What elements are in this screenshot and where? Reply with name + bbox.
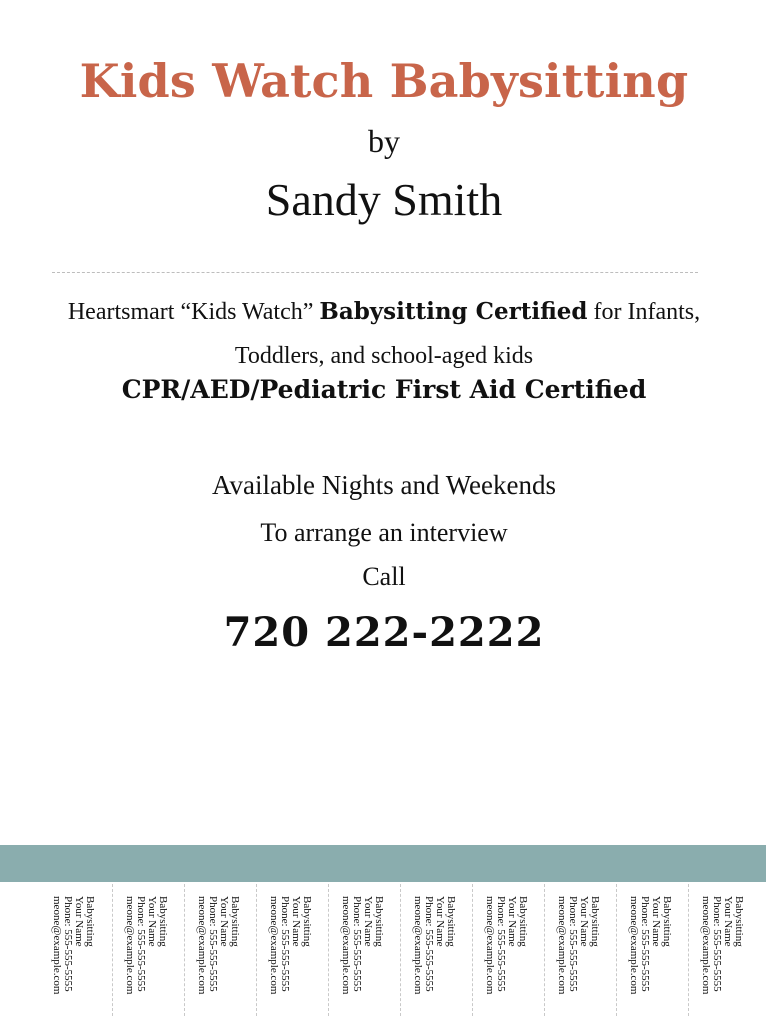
tab-service: Babysitting (301, 896, 313, 947)
tear-off-band (0, 845, 766, 882)
tab-phone: Phone: 555-555-5555 (711, 896, 723, 992)
author-name: Sandy Smith (265, 174, 503, 225)
tab-name: Your Name (434, 896, 446, 947)
tab-email: meone@example.com (628, 896, 640, 995)
tab-service: Babysitting (661, 896, 673, 947)
tab-name: Your Name (146, 896, 158, 947)
tab-email: meone@example.com (556, 896, 568, 995)
tear-tab[interactable] (184, 884, 255, 1016)
cert-line-2: Toddlers, and school-aged kids (234, 343, 534, 369)
tear-tab[interactable] (544, 884, 615, 1016)
tab-email: meone@example.com (51, 896, 63, 995)
tab-phone: Phone: 555-555-5555 (567, 896, 579, 992)
tab-email: meone@example.com (124, 896, 136, 995)
tab-name: Your Name (650, 896, 662, 947)
tear-tab[interactable] (256, 884, 327, 1016)
tab-name: Your Name (578, 896, 590, 947)
tear-tab[interactable] (472, 884, 543, 1016)
tab-email: meone@example.com (412, 896, 424, 995)
tab-service: Babysitting (517, 896, 529, 947)
tear-tab[interactable] (688, 884, 759, 1016)
call-text: Call (362, 562, 406, 591)
tab-email: meone@example.com (700, 896, 712, 995)
tab-phone: Phone: 555-555-5555 (423, 896, 435, 992)
tab-phone: Phone: 555-555-5555 (279, 896, 291, 992)
tear-tab[interactable] (616, 884, 687, 1016)
availability-text: Available Nights and Weekends (212, 470, 556, 500)
cert-line-1-post: for Infants, (587, 299, 701, 325)
tab-email: meone@example.com (196, 896, 208, 995)
cert-line-1-bold: Babysitting Certified (319, 298, 588, 325)
tab-email: meone@example.com (268, 896, 280, 995)
tab-service: Babysitting (157, 896, 169, 947)
tab-name: Your Name (73, 896, 85, 947)
cpr-certification: CPR/AED/Pediatric First Aid Certified (121, 375, 647, 404)
flyer-title: Kids Watch Babysitting (79, 54, 689, 108)
tab-name: Your Name (506, 896, 518, 947)
tab-name: Your Name (362, 896, 374, 947)
tab-phone: Phone: 555-555-5555 (207, 896, 219, 992)
tab-name: Your Name (218, 896, 230, 947)
tab-phone: Phone: 555-555-5555 (351, 896, 363, 992)
tab-phone: Phone: 555-555-5555 (639, 896, 651, 992)
tear-off-tabs (40, 884, 756, 1016)
tab-service: Babysitting (84, 896, 96, 947)
certification-text (0, 290, 768, 378)
phone-number: 720 222-2222 (223, 609, 545, 656)
arrange-interview-text: To arrange an interview (260, 518, 508, 547)
tab-phone: Phone: 555-555-5555 (495, 896, 507, 992)
cert-line-1-pre: Heartsmart “Kids Watch” (67, 299, 320, 325)
tab-service: Babysitting (445, 896, 457, 947)
tear-tab[interactable] (40, 884, 110, 1016)
tab-service: Babysitting (733, 896, 745, 947)
tab-service: Babysitting (589, 896, 601, 947)
tear-tab[interactable] (112, 884, 183, 1016)
tab-phone: Phone: 555-555-5555 (62, 896, 74, 992)
tab-phone: Phone: 555-555-5555 (135, 896, 147, 992)
tab-email: meone@example.com (340, 896, 352, 995)
tab-email: meone@example.com (484, 896, 496, 995)
tab-service: Babysitting (373, 896, 385, 947)
dashed-divider (52, 272, 698, 273)
tear-tab[interactable] (400, 884, 471, 1016)
tab-name: Your Name (290, 896, 302, 947)
tab-name: Your Name (722, 896, 734, 947)
by-line: by (368, 123, 400, 159)
tear-tab[interactable] (328, 884, 399, 1016)
tab-service: Babysitting (229, 896, 241, 947)
